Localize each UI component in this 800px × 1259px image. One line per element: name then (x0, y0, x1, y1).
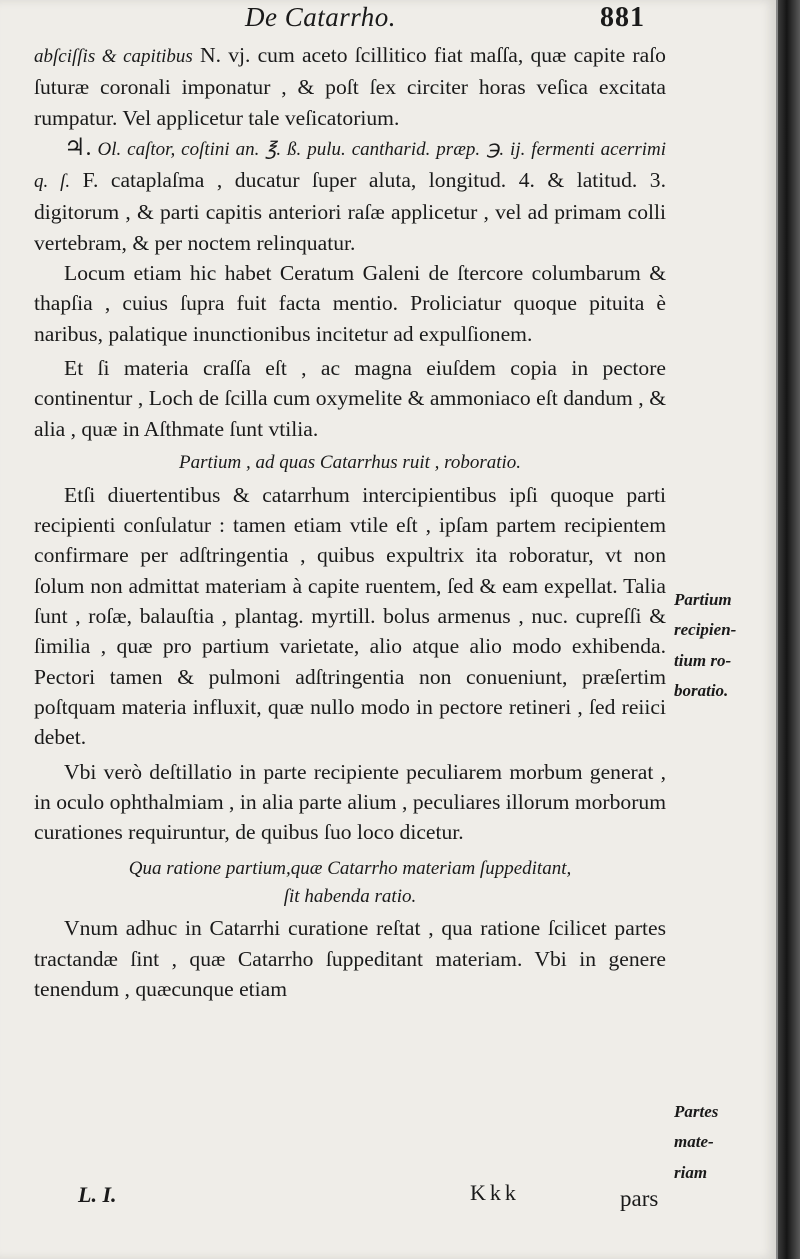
margin-note-2-line-3: riam (674, 1162, 708, 1182)
paragraph-2-recipe (34, 133, 666, 258)
catchword: pars (620, 1186, 659, 1211)
paragraph-1-text: N. vj. cum aceto ſcillitico fiat maſſa, quæ capite raſo ſuturæ coronali imponatur , & poſt ſex circiter horas veſica excitata rumpatur. Vel applicetur tale veſicatorium. (34, 43, 666, 130)
page-number: 881 (600, 2, 645, 33)
page-header (0, 2, 778, 38)
page-footer (0, 1180, 778, 1214)
section-heading-1: Partium , ad quas Catarrhus ruit , roboratio. (178, 451, 522, 473)
margin-note-1-line-2: recipien- (674, 620, 737, 640)
margin-note-1-line-4: boratio. (674, 680, 729, 700)
recipe-symbol: ♃. (64, 134, 92, 161)
paragraph-5: Etſi diuertentibus & catarrhum intercipientibus ipſi quoque parti recipienti conſulatur : tamen etiam vtile eſt , ipſam partem recipientem confirmare per adſtringentia , quibus expultrix ita roboratur, vt non ſolum non admittat materiam à capite ruentem, ſed & eam expellat. Talia ſunt , roſæ, balauſtia , plantag. myrtill. bolus armenus , nuc. cupreſſi & ſimilia , quæ pro partium varietate, alio atque alio modo exhibenda. Pectori tamen & pulmoni adſtringentia non conueniunt, præſertim poſtquam materia influxit, quæ nullo modo in pectore retineri , ſed reiici debet. (34, 482, 666, 750)
paragraph-2-text: F. cataplaſma , ducatur ſuper aluta, longitud. 4. & latitud. 3. digitorum , & parti capitis anteriori raſæ applicetur , vel ad primam colli vertebram, & per noctem relinquatur. (34, 168, 666, 255)
main-text (34, 40, 666, 1004)
margin-note-2-line-2: mate- (674, 1132, 714, 1152)
book-gutter (778, 0, 800, 1259)
recipe-ingredients: Ol. caſtor, coſtini an. ℥. ß. pulu. cantharid. præp. ℈. ij. fermenti acerrimi q. ſ. (34, 138, 666, 193)
paragraph-1 (34, 40, 666, 133)
margin-note-1-line-1: Partium (674, 590, 732, 609)
margin-note-partium (674, 585, 774, 706)
margin-note-2-line-1: Partes (674, 1102, 719, 1121)
paragraph-3: Locum etiam hic habet Ceratum Galeni de ſtercore columbarum & thapſia , cuius ſupra fuit facta mentio. Proliciatur quoque pituita è naribus, palatique inunctionibus incitetur ad expulſionem. (34, 261, 666, 346)
section-heading-2-line-1: Qua ratione partium,quæ Catarrho materiam ſuppeditant, (128, 858, 572, 880)
paragraph-4: Et ſi materia craſſa eſt , ac magna eiuſdem copia in pectore continentur , Loch de ſcilla cum oxymelite & ammoniaco eſt dandum , & alia , quæ in Aſthmate ſunt vtilia. (34, 355, 666, 441)
signature-mark-left: L. I. (78, 1182, 117, 1207)
paragraph-6: Vbi verò deſtillatio in parte recipiente peculiarem morbum generat , in oculo ophthalmiam , in alia parte alium , peculiares illorum morborum curationes requiruntur, de quibus ſuo loco dicetur. (34, 759, 666, 845)
margin-note-1-line-3: tium ro- (674, 650, 732, 670)
section-heading-2-line-2: ſit habenda ratio. (283, 886, 417, 908)
paragraph-1-italic-lead: abſciſſis & capitibus (34, 46, 193, 67)
section-heading-2 (34, 855, 666, 911)
running-title: De Catarrho. (245, 2, 397, 32)
paragraph-7: Vnum adhuc in Catarrhi curatione reſtat , qua ratione ſcilicet partes tractandæ ſint , quæ Catarrho ſuppeditant materiam. Vbi in genere tenendum , quæcunque etiam (34, 916, 666, 1002)
margin-note-partes (674, 1097, 774, 1188)
signature-mark: Kkk (470, 1180, 520, 1205)
